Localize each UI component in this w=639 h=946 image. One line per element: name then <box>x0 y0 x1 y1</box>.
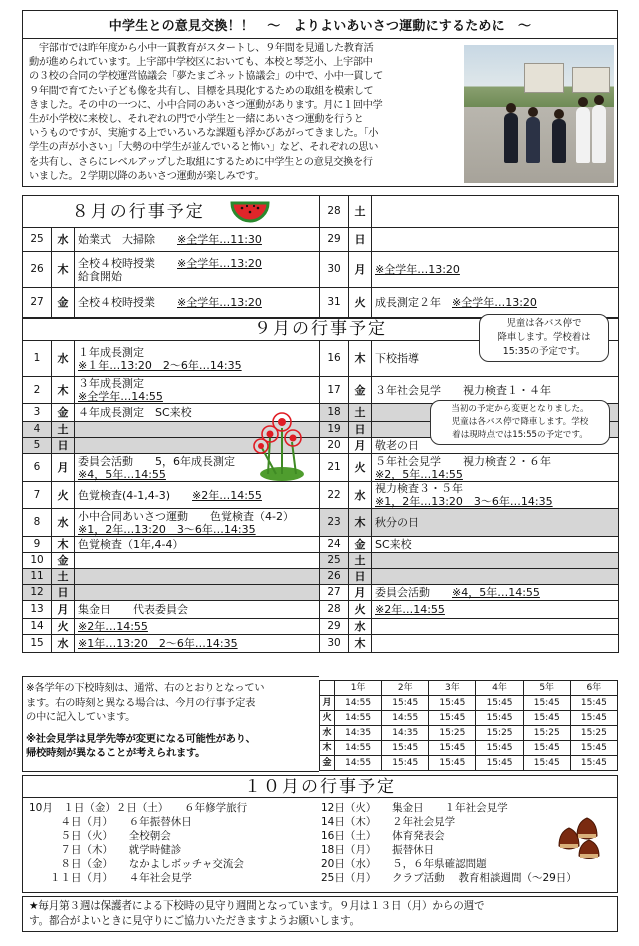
weekday-cell: 金 <box>349 377 372 404</box>
september-row <box>23 454 619 482</box>
time-row <box>320 711 618 726</box>
event-cell <box>75 619 320 635</box>
weekday-cell: 水 <box>52 509 75 537</box>
article-line: の３校の合同の学校運営協議会「夢たまごネット協議会」の中で、小中一貫して <box>29 71 383 83</box>
article-line: 学生の声が小さい」「大勢の中学生が並んでいると怖い」など、それぞれの思い <box>29 142 379 154</box>
article-line: いうものですが、実施する上でいろいろな課題も浮かびあがってきました。「小 <box>29 128 379 140</box>
event-cell <box>372 601 619 619</box>
september-row <box>23 553 619 569</box>
time-cell: 14:55 <box>335 711 382 726</box>
time-cell: 15:45 <box>476 711 523 726</box>
date-cell: 4 <box>23 422 52 438</box>
august-title-text: ８月の行事予定 <box>71 201 205 222</box>
note-line: 帰校時刻が異なることが考えられます。 <box>26 747 206 759</box>
event-text: 色覚検査(4-1,4-3) <box>78 488 193 502</box>
date-cell: 18 <box>320 404 349 422</box>
time-header: 2年 <box>382 681 429 696</box>
date-cell: 6 <box>23 454 52 482</box>
weekday-cell: 水 <box>349 482 372 509</box>
weekday-cell: 日 <box>52 438 75 454</box>
article-box <box>22 10 618 187</box>
footer-line: す。都合がよいときに見守りにご協力いただきますようお願いします。 <box>29 915 360 927</box>
event-cell <box>75 635 320 653</box>
time-cell: 15:45 <box>570 711 617 726</box>
date-cell: 20 <box>320 438 349 454</box>
october-event: １１日（月） ４年社会見学 <box>29 872 192 884</box>
weekday-cell: 火 <box>52 482 75 509</box>
september-row <box>23 619 619 635</box>
event-cell <box>75 288 320 318</box>
date-cell: 8 <box>23 509 52 537</box>
date-cell: 26 <box>23 252 52 288</box>
weekday-cell: 木 <box>52 537 75 553</box>
time-cell: 15:45 <box>476 756 523 771</box>
september-row <box>23 635 619 653</box>
date-cell: 27 <box>320 585 349 601</box>
october-event: 10月 １日（金）２日（土） ６年修学旅行 <box>29 802 248 814</box>
change-callout <box>430 400 610 445</box>
event-cell <box>372 196 619 228</box>
october-event: 20日（水） ５，６年県確認問題 <box>321 858 487 870</box>
time-cell: 14:35 <box>335 726 382 741</box>
weekday-cell: 木 <box>349 341 372 377</box>
time-cell: 15:25 <box>523 726 570 741</box>
note-line: ます。右の時刻と異なる場合は、今月の行事予定表 <box>26 696 256 709</box>
event-cell <box>75 252 320 288</box>
article-line: きました。その中の一つに、小中合同のあいさつ運動があります。月に１回中学 <box>29 99 383 111</box>
october-title: １０月の行事予定 <box>23 776 617 798</box>
time-cell: 15:25 <box>570 726 617 741</box>
event-cell <box>75 553 320 569</box>
time-cell: 15:45 <box>523 756 570 771</box>
time-header: 4年 <box>476 681 523 696</box>
event-text: 全校４校時授業 <box>78 296 177 309</box>
weekday-cell: 水 <box>349 619 372 635</box>
callout-line: 児童は各バス停で降車します。学校 <box>451 417 589 427</box>
september-row <box>23 585 619 601</box>
dismissal-time: ※１年…13:20 2～6年…14:35 <box>78 358 242 372</box>
dismissal-time: ※2，5年…14:55 <box>375 467 463 481</box>
date-cell: 11 <box>23 569 52 585</box>
time-cell: 15:45 <box>382 756 429 771</box>
event-text: 給食開始 <box>78 269 122 283</box>
event-cell <box>372 228 619 252</box>
date-cell: 19 <box>320 422 349 438</box>
spider-lily-icon <box>250 408 314 482</box>
date-cell: 7 <box>23 482 52 509</box>
weekday-cell: 木 <box>52 377 75 404</box>
september-table <box>22 318 619 653</box>
event-cell <box>372 454 619 482</box>
date-cell: 28 <box>320 196 349 228</box>
october-event: ７日（木） 就学時健診 <box>29 844 182 856</box>
time-cell: 14:35 <box>382 726 429 741</box>
time-cell: 15:25 <box>476 726 523 741</box>
callout-line: 15:35の予定です。 <box>502 346 586 357</box>
october-event: 25日（月） クラブ活動 教育相談週間（～29日） <box>321 872 577 884</box>
event-cell <box>372 482 619 509</box>
time-header: 5年 <box>523 681 570 696</box>
time-cell: 14:55 <box>335 696 382 711</box>
october-event: ５日（火） 全校朝会 <box>29 830 171 842</box>
weekday-cell: 土 <box>52 422 75 438</box>
date-cell: 22 <box>320 482 349 509</box>
weekday-cell: 月 <box>349 438 372 454</box>
time-cell: 15:45 <box>570 696 617 711</box>
weekday-cell: 水 <box>320 726 335 741</box>
time-header <box>320 681 335 696</box>
event-cell <box>372 509 619 537</box>
weekday-cell: 月 <box>52 601 75 619</box>
event-text: ４年成長測定 SC来校 <box>78 406 192 419</box>
october-event: 14日（木） ２年社会見学 <box>321 816 456 828</box>
time-cell: 15:25 <box>429 726 476 741</box>
weekday-cell: 土 <box>52 569 75 585</box>
event-text: ３年社会見学 視力検査１・４年 <box>375 383 551 397</box>
callout-line: 降車します。学校着は <box>497 332 591 343</box>
october-box <box>22 775 618 893</box>
weekday-cell: 土 <box>349 404 372 422</box>
event-text: 集金日 代表委員会 <box>78 603 188 616</box>
time-cell: 15:45 <box>570 741 617 756</box>
weekday-cell: 火 <box>52 619 75 635</box>
dismissal-time: ※2年…14:55 <box>78 620 148 633</box>
september-row <box>23 537 619 553</box>
bus-callout <box>479 314 609 362</box>
date-cell: 30 <box>320 252 349 288</box>
callout-line: 当初の予定から変更となりました。 <box>451 404 589 414</box>
weekday-cell: 月 <box>52 454 75 482</box>
date-cell: 16 <box>320 341 349 377</box>
event-cell <box>372 635 619 653</box>
event-cell <box>75 537 320 553</box>
september-row <box>23 601 619 619</box>
date-cell: 29 <box>320 228 349 252</box>
article-line: 宇部市では昨年度から小中一貫教育がスタートし、９年間を見通した教育活 <box>29 43 374 54</box>
article-body <box>29 42 459 184</box>
time-header: 6年 <box>570 681 617 696</box>
weekday-cell: 金 <box>52 288 75 318</box>
notes-box <box>22 676 319 772</box>
event-text: １年成長測定 <box>78 345 144 359</box>
dismissal-times-table <box>319 680 618 771</box>
dismissal-time: ※1，2年…13:20 3～6年…14:35 <box>78 522 256 536</box>
weekday-cell: 日 <box>349 569 372 585</box>
time-header: 3年 <box>429 681 476 696</box>
time-row <box>320 756 618 771</box>
event-cell <box>75 228 320 252</box>
october-event: 12日（火） 集金日 １年社会見学 <box>321 802 508 814</box>
weekday-cell: 月 <box>349 252 372 288</box>
dismissal-time: ※全学年…14:55 <box>78 390 163 403</box>
date-cell: 13 <box>23 601 52 619</box>
event-text: 小中合同あいさつ運動 色覚検査（4-2） <box>78 509 294 523</box>
time-cell: 15:45 <box>429 696 476 711</box>
callout-line: 着は現時点では15:55の予定です。 <box>452 430 588 440</box>
weekday-cell: 木 <box>320 741 335 756</box>
weekday-cell: 水 <box>52 341 75 377</box>
time-cell: 15:45 <box>476 741 523 756</box>
event-text: 始業式 大掃除 <box>78 233 177 246</box>
weekday-cell: 日 <box>349 422 372 438</box>
event-cell <box>372 553 619 569</box>
date-cell: 29 <box>320 619 349 635</box>
footer-line: ★毎月第３週は保護者による下校時の見守り週間となっています。９月は１３日（月）からの週で <box>29 900 485 912</box>
time-cell: 15:45 <box>429 756 476 771</box>
date-cell: 31 <box>320 288 349 318</box>
event-cell <box>75 585 320 601</box>
event-text: SC来校 <box>375 538 412 551</box>
date-cell: 14 <box>23 619 52 635</box>
date-cell: 10 <box>23 553 52 569</box>
date-cell: 26 <box>320 569 349 585</box>
event-text: 全校４校時授業 <box>78 256 177 270</box>
chestnut-icon <box>551 806 607 862</box>
date-cell: 9 <box>23 537 52 553</box>
article-line: ９年間で育てたい子ども像を共有し、目標を具現化するための取組を模索して <box>29 85 374 97</box>
date-cell: 5 <box>23 438 52 454</box>
dismissal-time: ※全学年…11:30 <box>177 233 262 246</box>
weekday-cell: 日 <box>349 228 372 252</box>
date-cell: 27 <box>23 288 52 318</box>
weekday-cell: 木 <box>349 509 372 537</box>
event-text: 下校指導 <box>375 352 419 365</box>
event-cell <box>75 482 320 509</box>
dismissal-time: ※1，2年…13:20 3～6年…14:35 <box>375 495 553 508</box>
date-cell: 21 <box>320 454 349 482</box>
september-row <box>23 569 619 585</box>
event-text: 敬老の日 <box>375 439 419 452</box>
date-cell: 15 <box>23 635 52 653</box>
dismissal-time: ※全学年…13:20 <box>177 256 262 270</box>
october-event: ８日（金） なかよしボッチャ交流会 <box>29 858 244 870</box>
note-line: の中に記入しています。 <box>26 711 136 723</box>
event-text: 秋分の日 <box>375 516 419 529</box>
august-table <box>22 195 619 318</box>
dismissal-time: ※全学年…13:20 <box>177 296 262 309</box>
weekday-cell: 金 <box>349 537 372 553</box>
date-cell: 2 <box>23 377 52 404</box>
weekday-cell: 金 <box>52 404 75 422</box>
article-line: 生が小学校に来校し、それぞれの門で小学生と一緒にあいさつ運動を行うと <box>29 114 364 126</box>
weekday-cell: 水 <box>52 228 75 252</box>
weekday-cell: 木 <box>52 252 75 288</box>
time-cell: 15:45 <box>523 711 570 726</box>
date-cell: 23 <box>320 509 349 537</box>
dismissal-time: ※全学年…13:20 <box>452 296 537 309</box>
weekday-cell: 金 <box>52 553 75 569</box>
time-header: 1年 <box>335 681 382 696</box>
footer-note <box>22 896 618 932</box>
event-cell <box>372 585 619 601</box>
weekday-cell: 火 <box>349 454 372 482</box>
september-row <box>23 482 619 509</box>
callout-line: 児童は各バス停で <box>506 318 582 329</box>
october-event: 16日（土） 体育発表会 <box>321 830 445 842</box>
date-cell: 25 <box>320 553 349 569</box>
weekday-cell: 土 <box>349 553 372 569</box>
event-cell <box>372 288 619 318</box>
time-cell: 15:45 <box>570 756 617 771</box>
event-cell <box>75 377 320 404</box>
event-text: ３年成長測定 <box>78 377 144 390</box>
event-cell <box>372 252 619 288</box>
event-cell <box>75 569 320 585</box>
weekday-cell: 月 <box>320 696 335 711</box>
event-cell <box>372 569 619 585</box>
weekday-cell: 日 <box>52 585 75 601</box>
article-title: 中学生との意見交換！！ ～ よりよいあいさつ運動にするために ～ <box>23 11 617 39</box>
article-line: 動が進められています。上宇部中学校区においても、本校と琴芝小、上宇部中 <box>29 57 373 69</box>
date-cell: 3 <box>23 404 52 422</box>
weekday-cell: 水 <box>52 635 75 653</box>
time-row <box>320 741 618 756</box>
dismissal-time: ※全学年…13:20 <box>375 263 460 276</box>
weekday-cell: 木 <box>349 635 372 653</box>
date-cell: 25 <box>23 228 52 252</box>
watermelon-icon <box>230 199 270 225</box>
date-cell: 30 <box>320 635 349 653</box>
october-event: ４日（月） ６年振替休日 <box>29 816 192 828</box>
time-row <box>320 696 618 711</box>
article-line: を共有し、さらにレベルアップした取組にするために中学生との意見交換を行 <box>29 156 373 168</box>
event-cell <box>75 341 320 377</box>
dismissal-time: ※2年…14:55 <box>375 603 445 616</box>
event-cell <box>372 537 619 553</box>
weekday-cell: 火 <box>349 288 372 318</box>
time-cell: 15:45 <box>382 741 429 756</box>
note-line: ※社会見学は見学先等が変更になる可能性があり、 <box>26 732 256 745</box>
note-line: ※各学年の下校時刻は、通常、右のとおりとなってい <box>26 682 265 694</box>
time-cell: 15:45 <box>382 696 429 711</box>
weekday-cell: 土 <box>349 196 372 228</box>
students-photo <box>464 45 614 183</box>
time-cell: 14:55 <box>335 741 382 756</box>
time-cell: 14:55 <box>382 711 429 726</box>
event-text: 委員会活動 <box>375 586 452 599</box>
weekday-cell: 火 <box>349 601 372 619</box>
event-text: 色覚検査（1年,4-4） <box>78 538 184 551</box>
dismissal-time: ※4，5年…14:55 <box>78 467 166 481</box>
event-text: 委員会活動 5，6年成長測定 <box>78 454 235 468</box>
october-event: 18日（月） 振替休日 <box>321 844 435 856</box>
dismissal-time: ※2年…14:55 <box>192 488 262 502</box>
article-line: いました。２学期以降のあいさつ運動が楽しみです。 <box>29 170 265 182</box>
time-cell: 15:45 <box>476 696 523 711</box>
time-row <box>320 726 618 741</box>
weekday-cell: 金 <box>320 756 335 771</box>
time-cell: 14:55 <box>335 756 382 771</box>
event-text: 成長測定２年 <box>375 296 452 309</box>
event-cell <box>372 619 619 635</box>
event-text: ５年社会見学 視力検査２・６年 <box>375 454 551 468</box>
event-cell <box>75 601 320 619</box>
time-cell: 15:45 <box>429 741 476 756</box>
date-cell: 17 <box>320 377 349 404</box>
event-cell <box>75 509 320 537</box>
weekday-cell: 火 <box>320 711 335 726</box>
event-text: 視力検査３・５年 <box>375 482 463 495</box>
september-row <box>23 509 619 537</box>
august-title <box>23 196 320 228</box>
time-cell: 15:45 <box>429 711 476 726</box>
date-cell: 24 <box>320 537 349 553</box>
date-cell: 1 <box>23 341 52 377</box>
time-cell: 15:45 <box>523 741 570 756</box>
dismissal-time: ※1年…13:20 2～6年…14:35 <box>78 637 238 650</box>
september-title: ９月の行事予定 <box>23 319 619 341</box>
date-cell: 12 <box>23 585 52 601</box>
weekday-cell: 月 <box>349 585 372 601</box>
dismissal-time: ※4，5年…14:55 <box>452 586 540 599</box>
time-cell: 15:45 <box>523 696 570 711</box>
date-cell: 28 <box>320 601 349 619</box>
